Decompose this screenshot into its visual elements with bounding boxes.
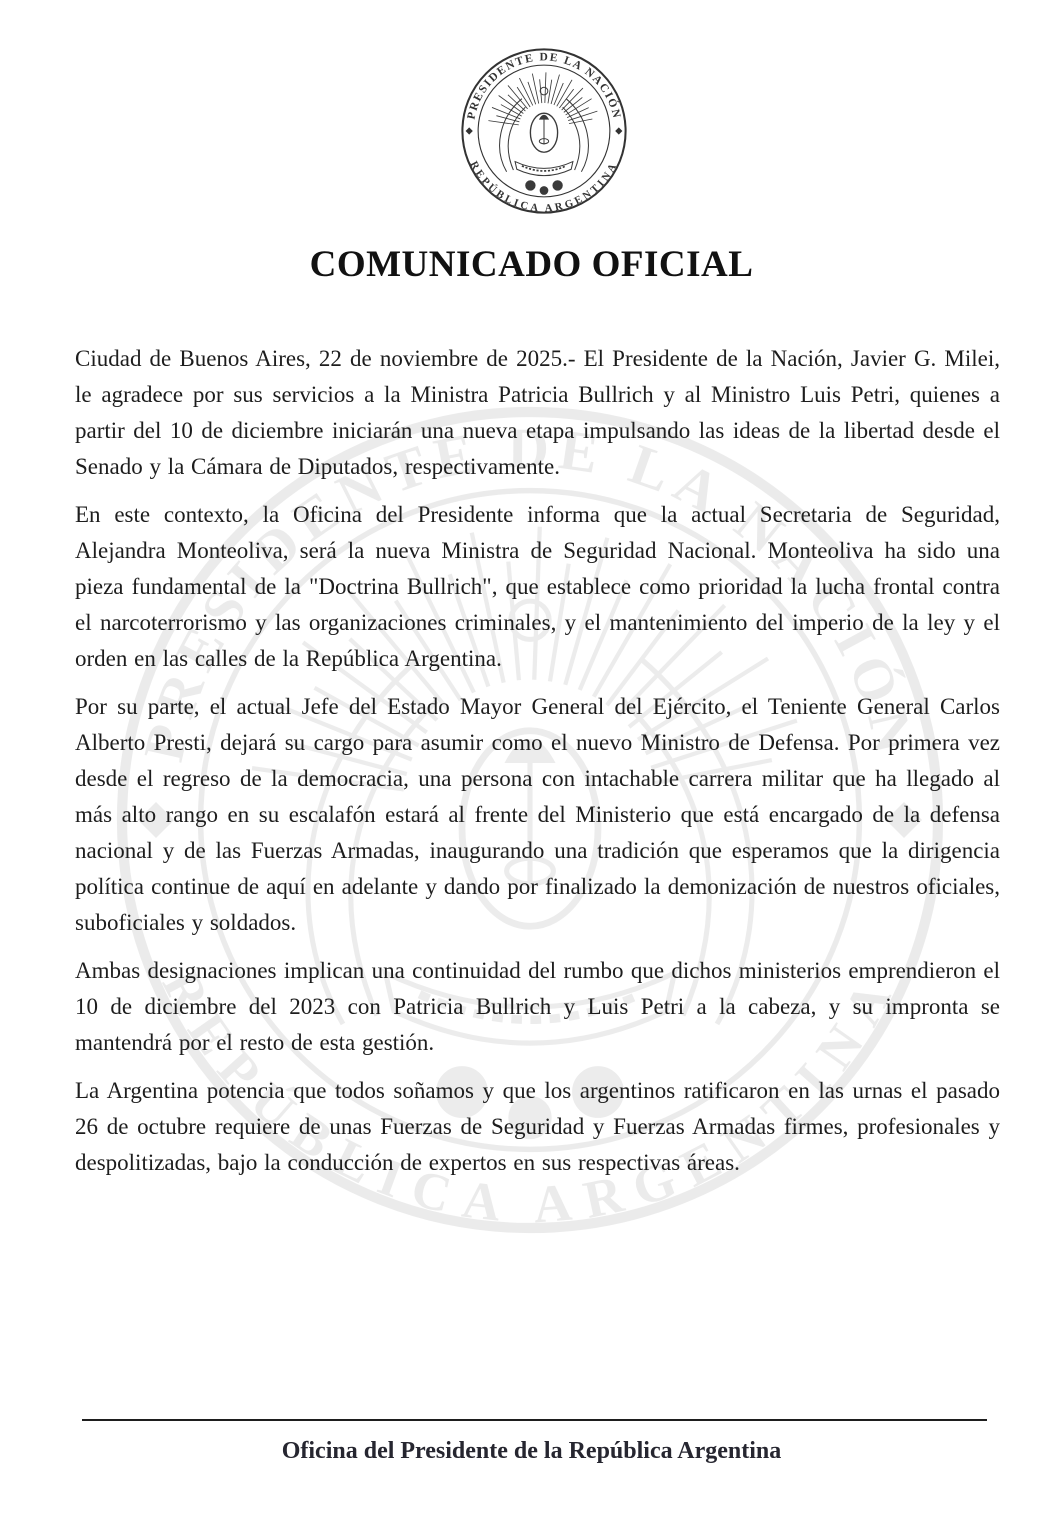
page-title: COMUNICADO OFICIAL xyxy=(309,244,754,285)
communique-body xyxy=(75,341,1000,1193)
footer-divider xyxy=(82,1419,987,1421)
footer-signature: Oficina del Presidente de la República Argentina xyxy=(281,1438,782,1464)
body-paragraph: Por su parte, el actual Jefe del Estado Mayor General del Ejército, el Teniente General Carlos Alberto Presti, dejará su cargo para asumir como el nuevo Ministro de Defensa. Por primera vez desde el regreso de la democracia, una persona con intachable carrera militar que ha llegado al más alto rango en su escalafón estará al frente del Ministerio que está encargado de la defensa nacional y de las Fuerzas Armadas, inaugurando una tradición que esperamos que la dirigencia política continue de aquí en adelante y dando por finalizado la demonización de nuestros oficiales, suboficiales y soldados. xyxy=(75,694,1000,935)
body-paragraph: La Argentina potencia que todos soñamos y que los argentinos ratificaron en las urnas el pasado 26 de octubre requiere de unas Fuerzas de Seguridad y Fuerzas Armadas firmes, profesionales y despolitizadas, bajo la conducción de expertos en sus respectivas áreas. xyxy=(75,1078,1000,1175)
body-paragraph: Ciudad de Buenos Aires, 22 de noviembre de 2025.- El Presidente de la Nación, Javier G. Milei, le agradece por sus servicios a la Ministra Patricia Bullrich y al Ministro Luis Petri, quienes a partir del 10 de diciembre iniciarán una nueva etapa impulsando las ideas de la libertad desde el Senado y la Cámara de Diputados, respectivamente. xyxy=(75,346,1000,479)
body-paragraph: Ambas designaciones implican una continuidad del rumbo que dichos ministerios emprendieron el 10 de diciembre del 2023 con Patricia Bullrich y Luis Petri a la cabeza, y su impronta se mantendrá por el resto de esta gestión. xyxy=(75,958,1000,1055)
body-paragraph: En este contexto, la Oficina del Presidente informa que la actual Secretaria de Seguridad, Alejandra Monteoliva, será la nueva Ministra de Seguridad Nacional. Monteoliva ha sido una pieza fundamental de la "Doctrina Bullrich", que establece como prioridad la lucha frontal contra el narcoterrorismo y las organizaciones criminales, y el mantenimiento del imperio de la ley y el orden en las calles de la República Argentina. xyxy=(75,502,1000,671)
presidential-seal-icon xyxy=(459,46,629,216)
